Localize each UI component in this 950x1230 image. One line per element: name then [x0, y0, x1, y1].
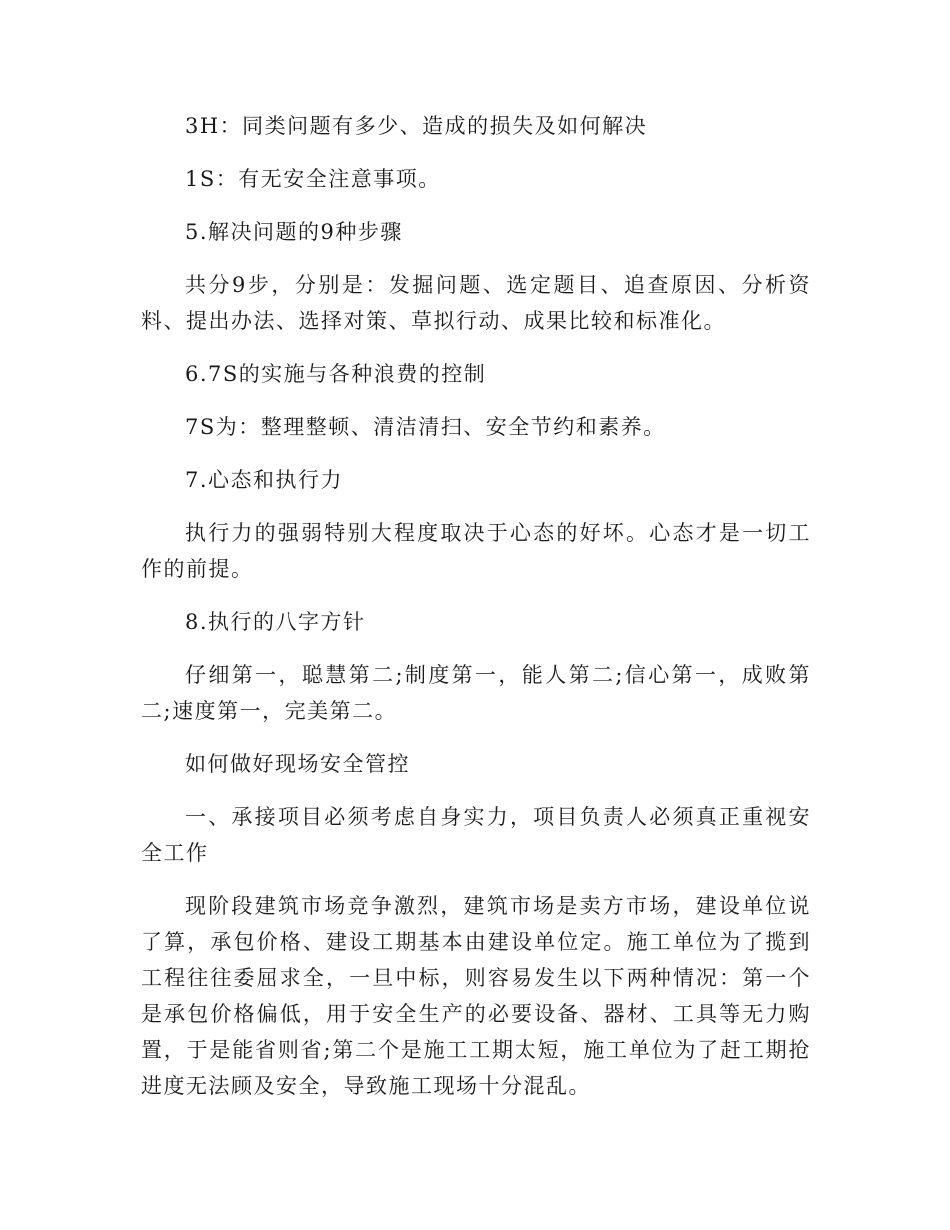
paragraph-eight-principles: 仔细第一，聪慧第二;制度第一，能人第二;信心第一，成败第二;速度第一，完美第二。	[141, 663, 811, 723]
paragraph-nine-steps: 共分9步，分别是：发掘问题、选定题目、追查原因、分析资料、提出办法、选择对策、草拟行动、成果比较和标准化。	[141, 273, 811, 333]
paragraph-1s: 1S：有无安全注意事项。	[185, 167, 441, 191]
section-heading-6: 6.7S的实施与各种浪费的控制	[185, 362, 487, 386]
section-title-site-safety: 如何做好现场安全管控	[185, 752, 410, 776]
paragraph-3h: 3H：同类问题有多少、造成的损失及如何解决	[185, 114, 648, 138]
paragraph-market: 现阶段建筑市场竞争激烈，建筑市场是卖方市场，建设单位说了算，承包价格、建设工期基本由建设单位定。施工单位为了揽到工程往往委屈求全，一旦中标，则容易发生以下两种情况：第一个是承包价格偏低，用于安全生产的必要设备、器材、工具等无力购置，于是能省则省;第二个是施工工期太短，施工单位为了赶工期抢进度无法顾及安全，导致施工现场十分混乱。	[141, 894, 811, 1098]
subheading-one: 一、承接项目必须考虑自身实力，项目负责人必须真正重视安全工作	[141, 805, 811, 865]
document-body	[141, 108, 811, 1121]
section-heading-8: 8.执行的八字方针	[185, 610, 366, 634]
section-heading-5: 5.解决问题的9种步骤	[185, 220, 403, 244]
paragraph-execution: 执行力的强弱特别大程度取决于心态的好坏。心态才是一切工作的前提。	[141, 521, 811, 581]
paragraph-7s: 7S为：整理整顿、清洁清扫、安全节约和素养。	[185, 415, 666, 439]
section-heading-7: 7.心态和执行力	[185, 468, 344, 492]
